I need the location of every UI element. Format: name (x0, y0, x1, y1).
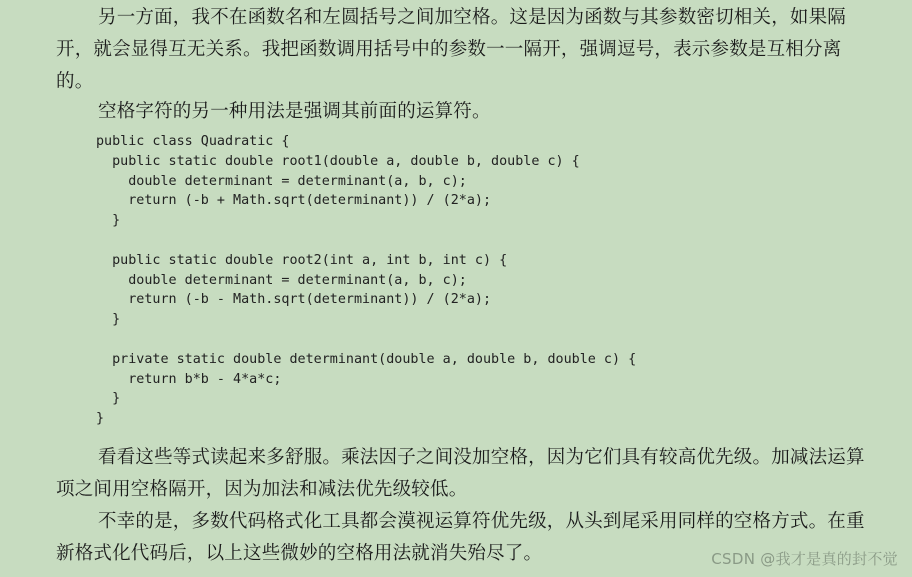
paragraph-spacing-function-args (56, 2, 876, 98)
code-line: } (96, 312, 121, 328)
code-line (96, 231, 636, 251)
code-line: } (96, 411, 105, 427)
code-line: double determinant = determinant(a, b, c); (96, 173, 467, 189)
code-line: double determinant = determinant(a, b, c); (96, 272, 467, 288)
paragraph-readability (56, 442, 876, 506)
code-line: public static double root1(double a, double b, double c) { (96, 153, 580, 169)
code-line: return b*b - 4*a*c; (96, 371, 282, 387)
paragraph-text: 看看这些等式读起来多舒服。乘法因子之间没加空格，因为它们具有较高优先级。加减法运算项之间用空格隔开，因为加法和减法优先级较低。 (56, 447, 865, 500)
paragraph-text: 另一方面，我不在函数名和左圆括号之间加空格。这是因为函数与其参数密切相关，如果隔开，就会显得互无关系。我把函数调用括号中的参数一一隔开，强调逗号，表示参数是互相分离的。 (56, 7, 847, 92)
paragraph-operator-spacing-intro (56, 96, 876, 128)
code-line: public class Quadratic { (96, 134, 290, 149)
csdn-watermark: CSDN @我才是真的封不觉 (711, 550, 898, 568)
code-line: return (-b - Math.sqrt(determinant)) / (2*a); (96, 292, 492, 308)
code-line: public static double root2(int a, int b, int c) { (96, 252, 508, 268)
paragraph-text: 空格字符的另一种用法是强调其前面的运算符。 (98, 101, 491, 122)
paragraph-text: 不幸的是，多数代码格式化工具都会漠视运算符优先级，从头到尾采用同样的空格方式。在重新格式化代码后，以上这些微妙的空格用法就消失殆尽了。 (56, 511, 865, 564)
code-line: } (96, 213, 121, 229)
code-line (96, 330, 636, 350)
code-listing-quadratic (96, 132, 636, 429)
code-line: return (-b + Math.sqrt(determinant)) / (2*a); (96, 193, 492, 209)
code-line: } (96, 391, 121, 407)
code-line: private static double determinant(double a, double b, double c) { (96, 351, 637, 367)
